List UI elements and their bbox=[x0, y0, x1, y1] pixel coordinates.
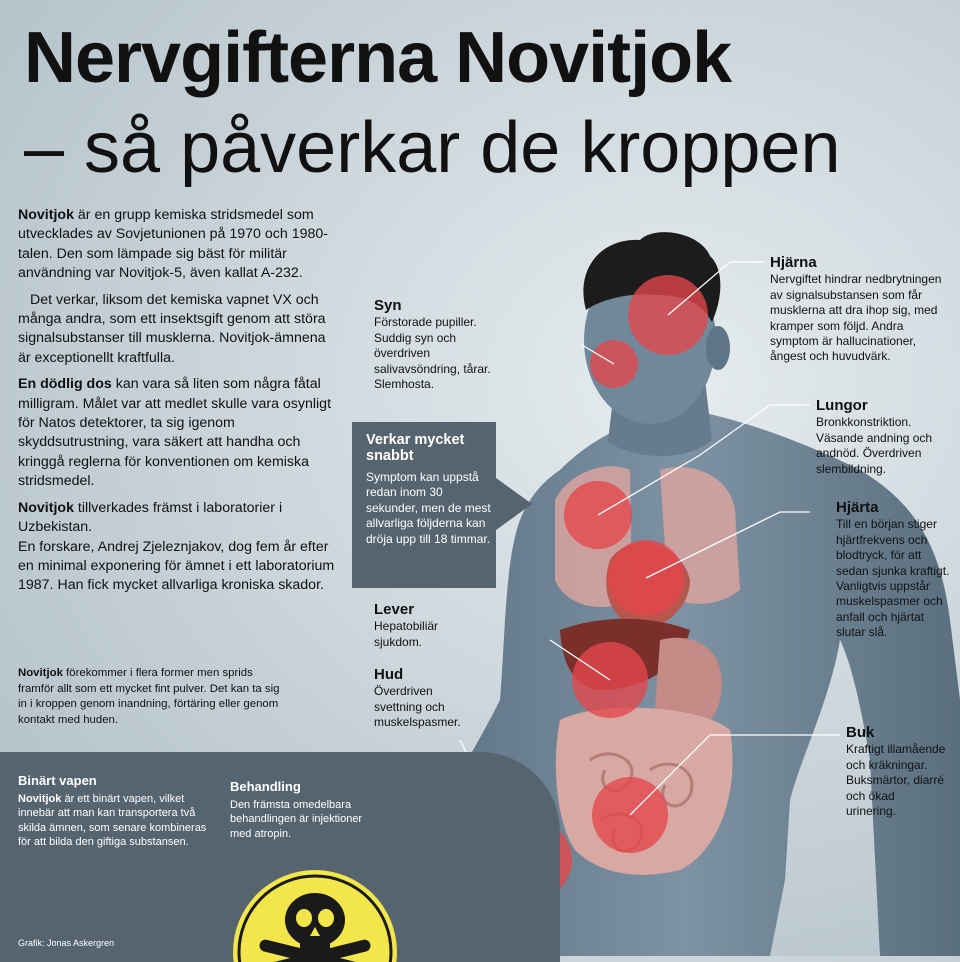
binary-weapon-box bbox=[18, 774, 218, 850]
label-lungor bbox=[816, 398, 946, 477]
treatment-text: Den främsta omedelbara behandlingen är injektioner med atropin. bbox=[230, 798, 363, 840]
label-buk-title: Buk bbox=[846, 724, 875, 741]
label-hjarna-text: Nervgiftet hindrar nedbrytningen av signalsubstansen som får musklerna att dra ihop sig, med kramper som följd. Andra symptom är hallucinationer, ångest och huvudvärk. bbox=[770, 272, 942, 364]
label-hud-title: Hud bbox=[374, 666, 404, 683]
binary-text: är ett binärt vapen, vilket innebär att man kan transportera två skilda ämnen, som senare kombineras för att bilda den giftiga substansen. bbox=[18, 792, 207, 848]
label-buk-text: Kraftigt illamående och kräkningar. Buksmärtor, diarré och ökad urinering. bbox=[846, 742, 946, 819]
label-hud-text: Överdriven svettning och muskelspasmer. bbox=[374, 684, 461, 730]
title-line-2: – så påverkar de kroppen bbox=[24, 108, 841, 188]
label-buk bbox=[846, 725, 946, 819]
credit: Grafik: Jonas Askergren bbox=[18, 938, 115, 948]
intro-p3-text: kan vara så liten som några fåtal milligram. Målet var att medlet skulle vara osynligt för Natos detektorer, ta sig igenom skyddsutrustning, vara säkert att handha och kringgå reglerna för konventionen om kemiska stridsmedel. bbox=[18, 376, 332, 490]
label-lungor-title: Lungor bbox=[816, 397, 868, 414]
label-hjarna bbox=[770, 255, 950, 365]
label-lungor-text: Bronkkonstriktion. Väsande andning och andnöd. Överdriven slembildning. bbox=[816, 415, 933, 476]
speed-text: Symptom kan uppstå redan inom 30 sekunder, men de mest allvarliga följderna kan dröja upp till 18 timmar. bbox=[366, 470, 491, 546]
label-hjarta-title: Hjärta bbox=[836, 499, 879, 516]
label-hjarta bbox=[836, 500, 956, 641]
treatment-box bbox=[230, 780, 380, 841]
speed-title: Verkar mycket snabbt bbox=[366, 432, 465, 464]
intro-p2-text: Det verkar, liksom det kemiska vapnet VX och många andra, som ett insektsgift genom att störa signalsubstanser till musklerna. Novitjok-ämnena är exceptionellt kraftfulla. bbox=[18, 291, 326, 366]
title-line-1: Nervgifterna Novitjok bbox=[24, 18, 732, 98]
label-syn-text: Förstorade pupiller. Suddig syn och överdriven salivavsöndring, tårar. Slemhosta. bbox=[374, 315, 491, 392]
skull-warning-icon bbox=[230, 852, 400, 962]
intro-p1-text: är en grupp kemiska stridsmedel som utvecklades av Sovjetunionen på 1970 och 1980-talen. Den som lämpade sig bäst för militär användning var Novitjok-5, även kallat A-232. bbox=[18, 207, 328, 282]
intro-bold-dose: En dödlig dos bbox=[18, 376, 112, 393]
speed-box bbox=[366, 432, 496, 547]
intro-p4-text: tillverkades främst i laboratorier i Uzbekistan. bbox=[18, 499, 283, 536]
intro-p5-text: En forskare, Andrej Zjeleznjakov, dog fem år efter en minimal exponering för ämnet i ett laboratorium 1987. Han fick mycket allvarliga kroniska skador. bbox=[18, 538, 335, 594]
label-syn bbox=[374, 298, 504, 392]
label-hjarna-title: Hjärna bbox=[770, 254, 817, 271]
forms-body: förekommer i flera former men sprids framför allt som ett mycket fint pulver. Det kan ta sig in i kroppen genom inandning, förtäring eller genom kontakt med huden. bbox=[18, 667, 280, 726]
label-lever bbox=[374, 602, 474, 650]
label-lever-title: Lever bbox=[374, 601, 415, 618]
label-hjarta-text: Till en början stiger hjärtfrekvens och blodtryck, för att sedan sjunka kraftigt. Vanligtvis uppstår muskelspasmer och anfall och hjärtat slutar slå. bbox=[836, 517, 950, 640]
intro-bold-novitjok: Novitjok bbox=[18, 207, 74, 223]
label-syn-title: Syn bbox=[374, 297, 402, 314]
label-hud bbox=[374, 667, 464, 731]
forms-bold: Novitjok bbox=[18, 667, 63, 679]
binary-title: Binärt vapen bbox=[18, 773, 97, 788]
bottom-panel bbox=[0, 752, 560, 962]
treatment-title: Behandling bbox=[230, 779, 301, 794]
label-lever-text: Hepatobiliär sjukdom. bbox=[374, 619, 439, 649]
body-ear bbox=[706, 326, 730, 370]
binary-bold: Novitjok bbox=[18, 792, 62, 805]
intro-bold-novitjok-2: Novitjok bbox=[18, 499, 74, 516]
